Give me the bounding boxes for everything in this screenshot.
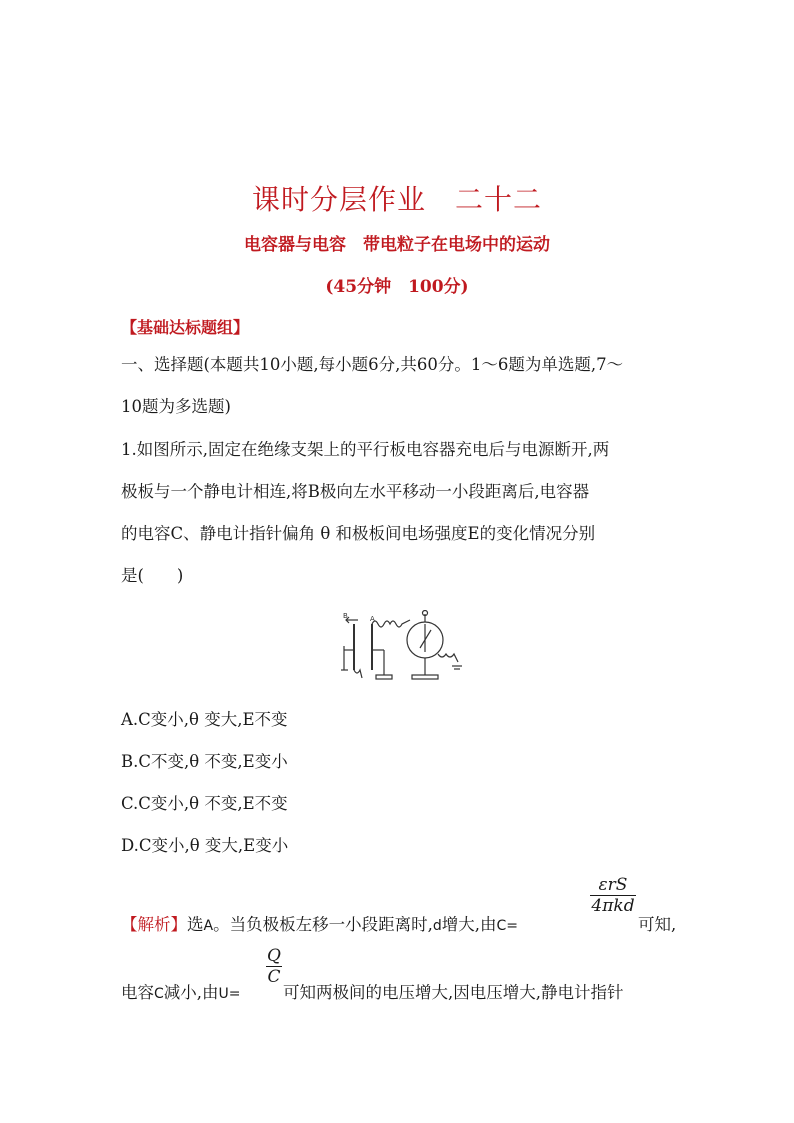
figure-label-b: B: [343, 612, 348, 620]
page-title: 课时分层作业 二十二: [251, 183, 542, 216]
analysis-line-2-end: 可知两极间的电压增大,因电压增大,静电计指针: [283, 983, 624, 1002]
analysis-text: 增大,由: [441, 915, 497, 934]
analysis-line-2: [121, 978, 241, 1008]
analysis-line-1-end: 可知,: [638, 915, 677, 934]
analysis-label: 【解析】: [121, 915, 187, 934]
formula-lhs: C=: [496, 918, 518, 934]
analysis-text: 电容: [121, 983, 154, 1002]
variable-c: C: [154, 986, 164, 1002]
option-a: A.C变小,θ 变大,E不变: [121, 710, 288, 729]
option-d: D.C变小,θ 变大,E变小: [121, 836, 289, 855]
capacitor-electroscope-figure: [340, 610, 465, 689]
variable-d: d: [432, 918, 442, 934]
question-1-line-1: 1.如图所示,固定在绝缘支架上的平行板电容器充电后与电源断开,两: [121, 440, 610, 459]
formula-denominator: 4πkd: [591, 896, 635, 916]
section-intro-line-1: 一、选择题(本题共10小题,每小题6分,共60分。1～6题为单选题,7～: [121, 355, 624, 374]
formula-numerator: εrS: [598, 875, 628, 895]
question-1-line-3: 的电容C、静电计指针偏角 θ 和极板间电场强度E的变化情况分别: [121, 524, 596, 543]
formula-capacitance: [590, 875, 636, 916]
figure-label-a: A: [370, 615, 375, 623]
figure-drawing: [340, 610, 465, 685]
formula-denominator: C: [267, 967, 281, 987]
answer-letter: A: [203, 918, 214, 934]
formula-voltage: [266, 946, 282, 987]
option-c: C.C变小,θ 不变,E不变: [121, 794, 288, 813]
question-1-line-2: 极板与一个静电计相连,将B极向左水平移动一小段距离后,电容器: [121, 482, 590, 501]
option-b: B.C不变,θ 不变,E变小: [121, 752, 288, 771]
section-intro-line-2: 10题为多选题): [121, 397, 231, 416]
section-heading: 【基础达标题组】: [121, 318, 250, 337]
analysis-text: 减小,由: [163, 983, 219, 1002]
analysis-text: 。当负极板左移一小段距离时,: [213, 915, 433, 934]
formula-lhs: U=: [218, 986, 241, 1002]
question-1-line-4: 是( ): [121, 566, 184, 585]
analysis-line-1: [121, 910, 518, 940]
time-and-score: (45分钟 100分): [325, 277, 469, 297]
analysis-text: 选: [187, 915, 204, 934]
formula-numerator: Q: [267, 946, 281, 966]
page-subtitle: 电容器与电容 带电粒子在电场中的运动: [244, 235, 550, 255]
